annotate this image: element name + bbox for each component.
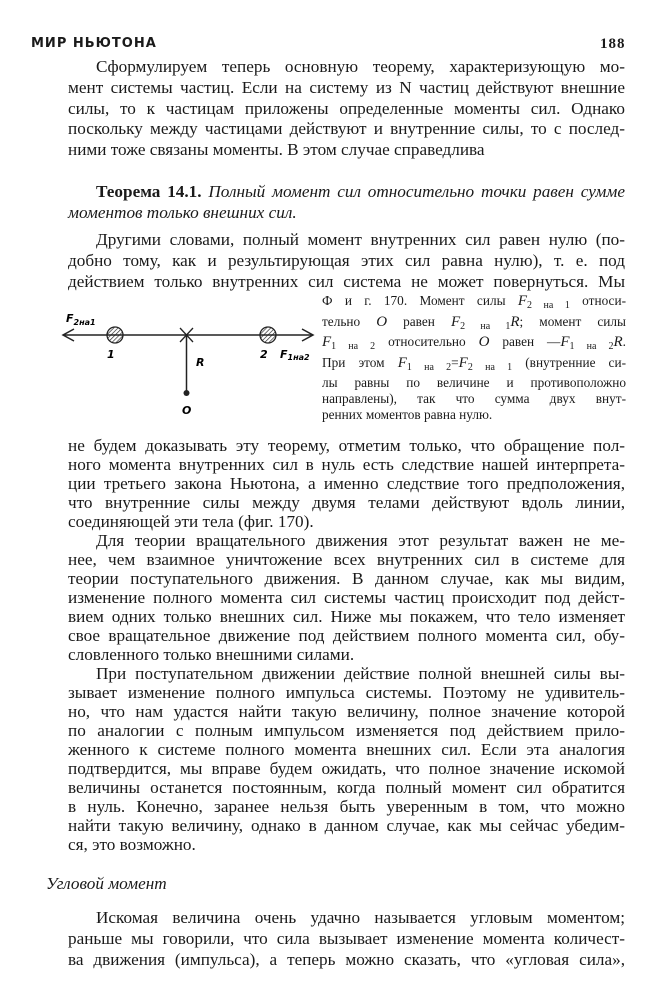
text-line: ва движения (импульса), а теперь можно сказать, что «угловая сила»,: [68, 949, 625, 969]
figure-caption: [322, 293, 626, 422]
label-particle-2: 2: [260, 348, 268, 361]
text-line: силы, то к частицам приложены определенные моменты сил. Однако: [68, 98, 625, 118]
text-line: найти такую величину, однако в данном случае, как мы сейчас убедим-: [68, 816, 625, 835]
text-line: Сформулируем теперь основную теорему, характеризующую мо-: [96, 57, 625, 76]
text-line: Искомая величина очень удачно называется угловым моментом;: [96, 908, 625, 927]
caption-line: При этом $F_{1 на 2}=F_{2 на 1}$ (внутренние си-: [322, 354, 627, 373]
text-line: что внутренние силы между двумя телами действуют вдоль линии,: [68, 493, 625, 512]
caption-line: Ф и г. 170. Момент силы $F_{2 на 1}$ относи-: [322, 293, 626, 311]
text-line: но, что нам удастся найти такую величину, полное значение которой: [68, 702, 625, 721]
text-line: не будем доказывать эту теорему, отметим только, что обращение пол-: [68, 436, 625, 455]
text-line: подтвердится, мы вправе будем ожидать, что полное значение искомой: [68, 759, 625, 778]
main-text: [68, 436, 625, 854]
origin-point: [184, 390, 190, 396]
text-line: изменение полного момента сил системы частиц происходит под дейст-: [68, 588, 625, 607]
text-line: Для теории вращательного движения этот результат важен не ме-: [96, 531, 625, 550]
caption-line: $F_{1 на 2}$ относительно O равен $—F_{1 на 2}R$.: [322, 334, 626, 353]
text-line: в нуль. Конечно, заранее нельзя быть уверенным в том, что можно: [68, 797, 625, 816]
label-f12: F1на2: [280, 348, 310, 362]
text-line: нее, чем взаимное уничтожение всех внутренних сил в системе для: [68, 550, 625, 569]
paragraph: [68, 436, 625, 531]
caption-line: направлены), так что сумма двух внут-: [322, 390, 626, 406]
text-line: раньше мы говорили, что сила вызывает изменение момента количест-: [68, 928, 625, 948]
text-line: ся, это возможно.: [68, 835, 196, 854]
label-o: O: [182, 404, 192, 417]
text-line: мент системы частиц. Если на систему из N частиц действуют внешние: [68, 77, 625, 97]
text-line: соединяющей эти тела (фиг. 170).: [68, 512, 314, 531]
text-line: ции третьего закона Ньютона, а именно следствие того предположения,: [68, 474, 625, 493]
text-line: При поступательном движении действие полной внешней силы вы-: [96, 664, 625, 683]
caption-line: лы равны по величине и противоположно: [322, 375, 626, 391]
text-line: добно тому, как и результирующая этих сил равна нулю), т. е. под: [68, 250, 625, 270]
running-title: МИР НЬЮТОНА: [31, 36, 157, 51]
page-number: 188: [600, 36, 626, 52]
section-heading: Угловой момент: [46, 874, 167, 893]
paragraph-last: [68, 908, 625, 970]
text-line: Другими словами, полный момент внутренних сил равен нулю (по-: [96, 230, 625, 249]
text-line: действием только внутренних сил система не может повернуться. Мы: [68, 271, 625, 291]
label-particle-1: 1: [107, 348, 115, 361]
text-line: зывает изменение полного импульса системы. Поэтому не удивитель-: [68, 683, 625, 702]
label-r: R: [196, 356, 205, 369]
label-f21: $F_{2на1}$: [66, 312, 96, 327]
text-line: теории поступательного движения. В данном случае, как мы видим,: [68, 569, 625, 588]
text-line: свое вращательное движение под действием полного момента сил, обу-: [68, 626, 625, 645]
theorem-text-1: Полный момент сил относительно точки равен сумме: [208, 182, 625, 201]
caption-line: тельно O равен $F_{2 на 1}R$; момент силы: [322, 313, 626, 332]
text-line: поскольку между частицами действуют и внутренние силы, то с послед-: [68, 119, 625, 139]
paragraph: [68, 664, 625, 854]
text-line: величины останется постоянным, когда полный момент сил обратится: [68, 778, 625, 797]
text-line: ного момента внутренних сил в нуль есть следствие нашей интерпрета-: [68, 455, 625, 474]
paragraph-1: [68, 57, 625, 161]
text-line: вием одних только внешних сил. Ниже мы покажем, что тело изменяет: [68, 607, 625, 626]
caption-line: ренних моментов равна нулю.: [322, 406, 493, 422]
particle-1: [107, 327, 123, 343]
text-line: женного к системе полного момента внешних сил. Если эта аналогия: [68, 740, 625, 759]
theorem-text-2: моментов только внешних сил.: [68, 202, 297, 222]
particle-2: [260, 327, 276, 343]
text-line: по аналогии с полным импульсом изменяется под действием прило-: [68, 721, 625, 740]
text-line: ними тоже связаны моменты. В этом случае справедлива: [68, 140, 485, 160]
theorem-label: Теорема 14.1.: [96, 182, 202, 201]
paragraph: [68, 531, 625, 664]
figure-170-diagram: [0, 280, 320, 425]
text-line: словленного только внешними силами.: [68, 645, 355, 664]
theorem: [68, 182, 625, 224]
